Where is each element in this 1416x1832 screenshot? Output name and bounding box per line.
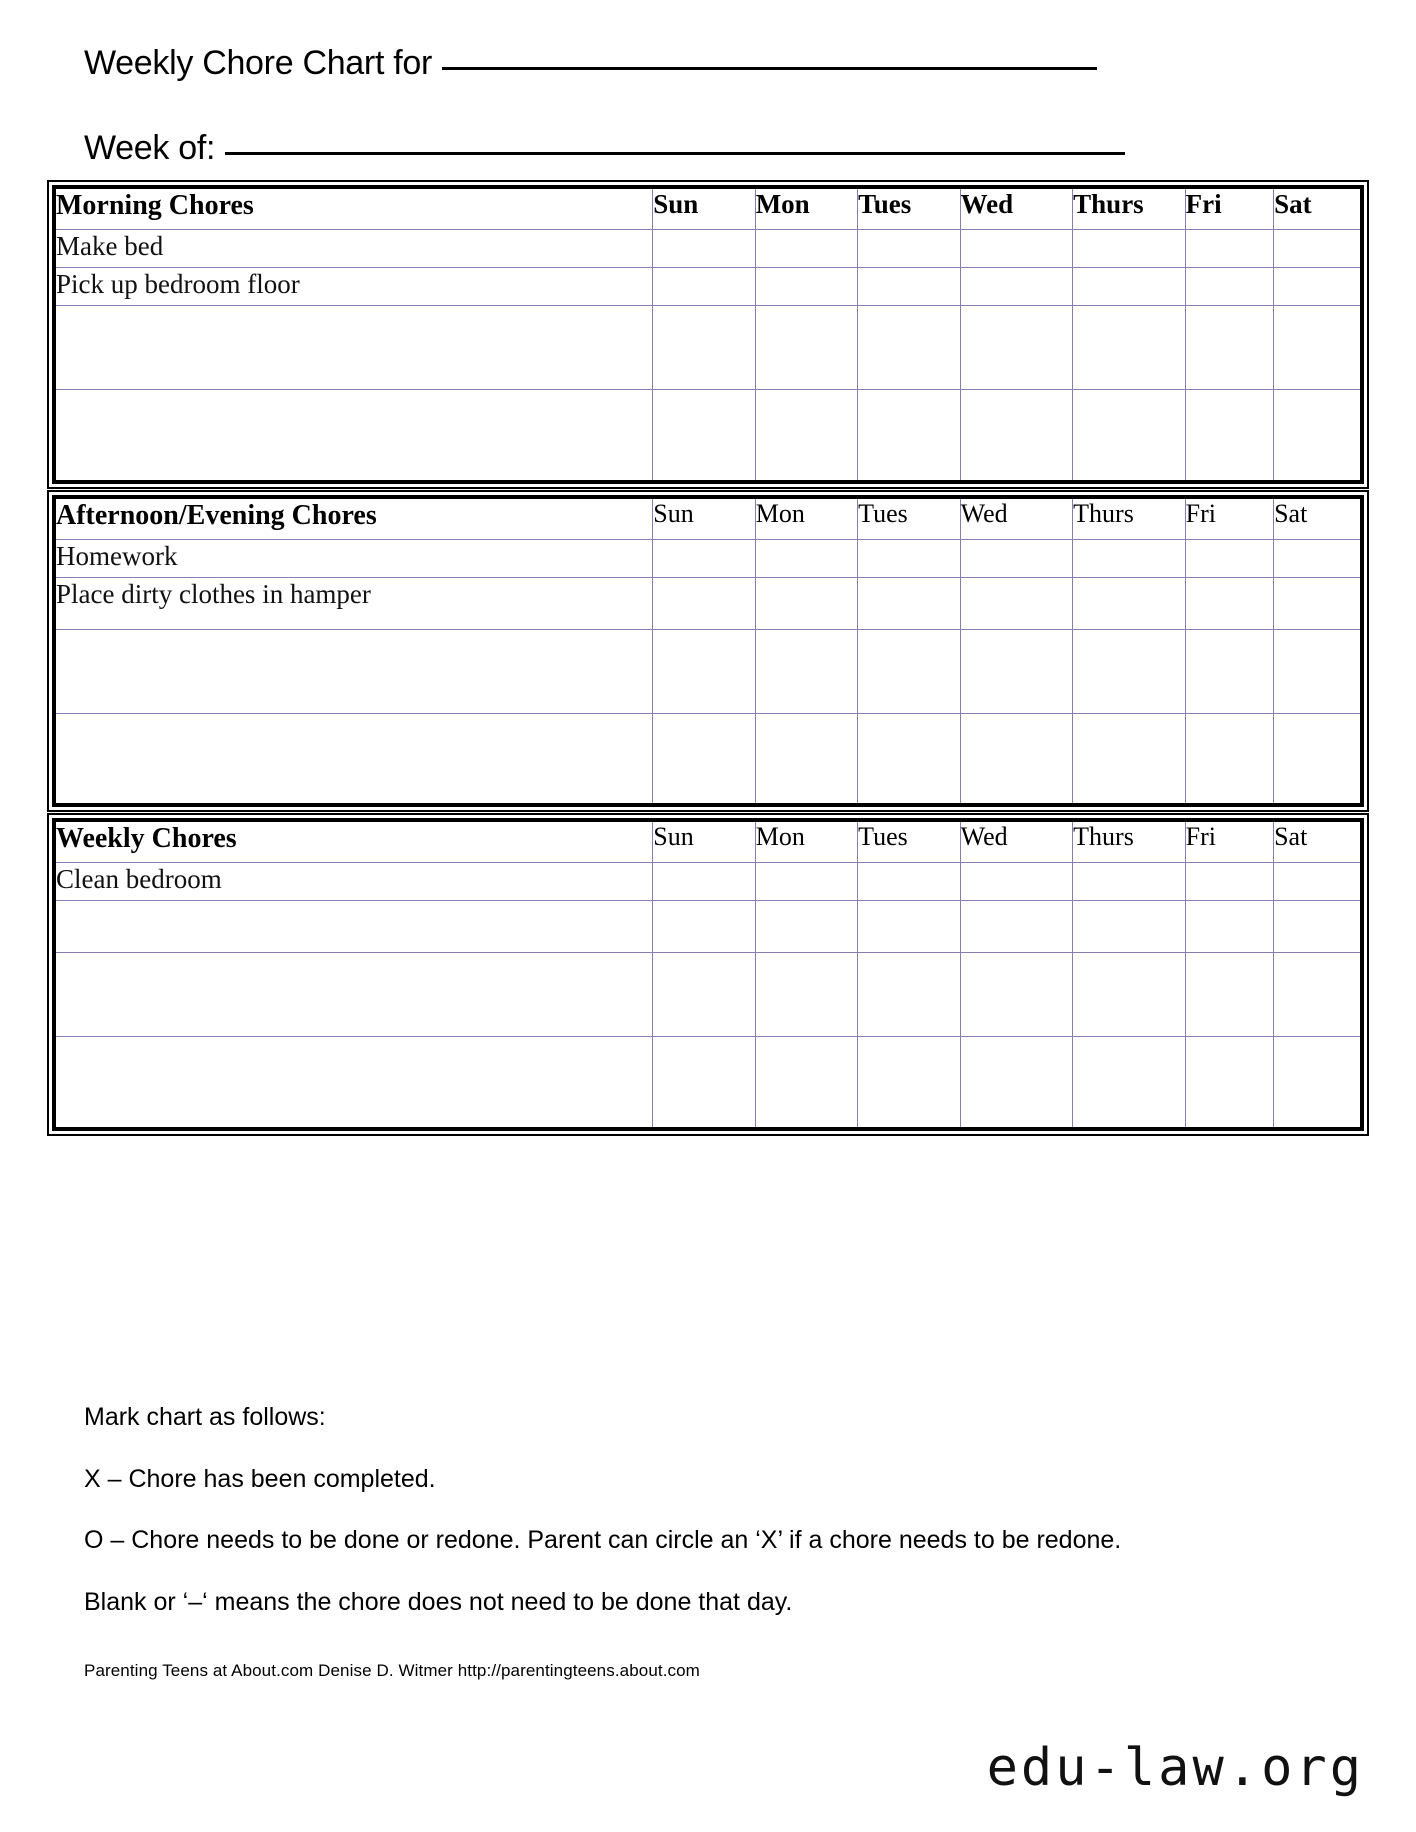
mark-cell-mon[interactable]	[755, 629, 857, 713]
mark-cell-fri[interactable]	[1185, 901, 1273, 953]
mark-cell-sun[interactable]	[653, 713, 755, 805]
mark-cell-tues[interactable]	[858, 306, 960, 390]
section-title: Morning Chores	[54, 187, 653, 230]
mark-cell-sun[interactable]	[653, 539, 755, 577]
mark-cell-tues[interactable]	[858, 713, 960, 805]
mark-cell-tues[interactable]	[858, 390, 960, 482]
day-header-fri: Fri	[1185, 497, 1273, 540]
mark-cell-thurs[interactable]	[1073, 268, 1186, 306]
mark-cell-wed[interactable]	[960, 268, 1073, 306]
mark-cell-sun[interactable]	[653, 901, 755, 953]
mark-cell-wed[interactable]	[960, 629, 1073, 713]
day-header-sat: Sat	[1274, 187, 1362, 230]
mark-cell-wed[interactable]	[960, 713, 1073, 805]
chore-label[interactable]: Pick up bedroom floor	[54, 268, 653, 306]
mark-cell-wed[interactable]	[960, 577, 1073, 629]
day-header-sun: Sun	[653, 497, 755, 540]
mark-cell-tues[interactable]	[858, 230, 960, 268]
chore-label[interactable]	[54, 713, 653, 805]
mark-cell-sat[interactable]	[1274, 629, 1362, 713]
mark-cell-mon[interactable]	[755, 901, 857, 953]
chore-row	[54, 268, 1362, 306]
mark-cell-tues[interactable]	[858, 953, 960, 1037]
day-header-fri: Fri	[1185, 820, 1273, 863]
chore-row	[54, 713, 1362, 805]
day-header-thurs: Thurs	[1073, 820, 1186, 863]
mark-cell-thurs[interactable]	[1073, 863, 1186, 901]
mark-cell-sat[interactable]	[1274, 953, 1362, 1037]
chart-title-line	[84, 44, 1284, 83]
mark-cell-fri[interactable]	[1185, 863, 1273, 901]
chore-row	[54, 901, 1362, 953]
mark-cell-fri[interactable]	[1185, 539, 1273, 577]
instruction-o: O – Chore needs to be done or redone. Parent can circle an ‘X’ if a chore needs to be redone.	[84, 1526, 1122, 1554]
mark-cell-sun[interactable]	[653, 953, 755, 1037]
mark-cell-thurs[interactable]	[1073, 629, 1186, 713]
mark-cell-sun[interactable]	[653, 306, 755, 390]
mark-cell-wed[interactable]	[960, 863, 1073, 901]
mark-cell-thurs[interactable]	[1073, 1037, 1186, 1129]
mark-cell-sun[interactable]	[653, 390, 755, 482]
mark-cell-wed[interactable]	[960, 901, 1073, 953]
day-header-wed: Wed	[960, 187, 1073, 230]
mark-cell-wed[interactable]	[960, 539, 1073, 577]
chore-section-table	[52, 818, 1364, 1131]
chore-section-table	[52, 185, 1364, 484]
mark-cell-tues[interactable]	[858, 577, 960, 629]
day-header-sat: Sat	[1274, 497, 1362, 540]
mark-cell-fri[interactable]	[1185, 306, 1273, 390]
instruction-x: X – Chore has been completed.	[84, 1464, 436, 1493]
chore-row	[54, 1037, 1362, 1129]
mark-cell-sat[interactable]	[1274, 901, 1362, 953]
day-header-tues: Tues	[858, 820, 960, 863]
chore-sections	[52, 185, 1364, 1131]
day-header-mon: Mon	[755, 497, 857, 540]
chore-row	[54, 953, 1362, 1037]
mark-cell-fri[interactable]	[1185, 268, 1273, 306]
mark-cell-sat[interactable]	[1274, 577, 1362, 629]
chore-label[interactable]	[54, 901, 653, 953]
mark-cell-wed[interactable]	[960, 953, 1073, 1037]
chore-label[interactable]	[54, 1037, 653, 1129]
day-header-sun: Sun	[653, 820, 755, 863]
mark-cell-sun[interactable]	[653, 629, 755, 713]
mark-cell-sun[interactable]	[653, 863, 755, 901]
mark-cell-sat[interactable]	[1274, 390, 1362, 482]
mark-cell-fri[interactable]	[1185, 230, 1273, 268]
chore-label[interactable]	[54, 306, 653, 390]
mark-cell-sun[interactable]	[653, 230, 755, 268]
mark-cell-sun[interactable]	[653, 1037, 755, 1129]
day-header-tues: Tues	[858, 497, 960, 540]
mark-cell-thurs[interactable]	[1073, 953, 1186, 1037]
chore-row	[54, 629, 1362, 713]
mark-cell-fri[interactable]	[1185, 577, 1273, 629]
mark-cell-thurs[interactable]	[1073, 539, 1186, 577]
chore-row	[54, 390, 1362, 482]
mark-cell-fri[interactable]	[1185, 1037, 1273, 1129]
week-of-line	[84, 129, 1284, 168]
mark-cell-tues[interactable]	[858, 863, 960, 901]
instructions-block	[84, 1404, 1344, 1616]
mark-cell-mon[interactable]	[755, 577, 857, 629]
chore-label[interactable]: Place dirty clothes in hamper	[54, 577, 653, 629]
watermark: edu-law.org	[986, 1738, 1364, 1798]
mark-cell-tues[interactable]	[858, 901, 960, 953]
mark-cell-fri[interactable]	[1185, 713, 1273, 805]
chore-label[interactable]: Clean bedroom	[54, 863, 653, 901]
section-header-row	[54, 187, 1362, 230]
week-of-label: Week of:	[84, 129, 216, 167]
section-title: Weekly Chores	[54, 820, 653, 863]
day-header-thurs: Thurs	[1073, 187, 1186, 230]
mark-cell-mon[interactable]	[755, 713, 857, 805]
mark-cell-mon[interactable]	[755, 539, 857, 577]
instructions-lead: Mark chart as follows:	[84, 1403, 326, 1431]
mark-cell-fri[interactable]	[1185, 953, 1273, 1037]
chore-label[interactable]	[54, 390, 653, 482]
day-header-wed: Wed	[960, 497, 1073, 540]
mark-cell-tues[interactable]	[858, 268, 960, 306]
chore-row	[54, 577, 1362, 629]
mark-cell-thurs[interactable]	[1073, 577, 1186, 629]
mark-cell-wed[interactable]	[960, 1037, 1073, 1129]
mark-cell-tues[interactable]	[858, 539, 960, 577]
day-header-mon: Mon	[755, 820, 857, 863]
mark-cell-fri[interactable]	[1185, 390, 1273, 482]
day-header-fri: Fri	[1185, 187, 1273, 230]
mark-cell-mon[interactable]	[755, 953, 857, 1037]
mark-cell-sat[interactable]	[1274, 863, 1362, 901]
day-header-thurs: Thurs	[1073, 497, 1186, 540]
day-header-sat: Sat	[1274, 820, 1362, 863]
mark-cell-sat[interactable]	[1274, 713, 1362, 805]
chore-row	[54, 230, 1362, 268]
day-header-tues: Tues	[858, 187, 960, 230]
mark-cell-thurs[interactable]	[1073, 230, 1186, 268]
mark-cell-wed[interactable]	[960, 390, 1073, 482]
chore-row	[54, 863, 1362, 901]
mark-cell-wed[interactable]	[960, 230, 1073, 268]
chore-label[interactable]: Make bed	[54, 230, 653, 268]
day-header-wed: Wed	[960, 820, 1073, 863]
name-blank-line[interactable]	[442, 67, 1097, 70]
week-blank-line[interactable]	[225, 152, 1125, 155]
mark-cell-sat[interactable]	[1274, 539, 1362, 577]
mark-cell-fri[interactable]	[1185, 629, 1273, 713]
mark-cell-thurs[interactable]	[1073, 901, 1186, 953]
mark-cell-sat[interactable]	[1274, 230, 1362, 268]
mark-cell-mon[interactable]	[755, 230, 857, 268]
mark-cell-thurs[interactable]	[1073, 390, 1186, 482]
day-header-mon: Mon	[755, 187, 857, 230]
day-header-sun: Sun	[653, 187, 755, 230]
mark-cell-sun[interactable]	[653, 268, 755, 306]
mark-cell-sat[interactable]	[1274, 1037, 1362, 1129]
mark-cell-mon[interactable]	[755, 306, 857, 390]
mark-cell-thurs[interactable]	[1073, 713, 1186, 805]
chore-label[interactable]	[54, 629, 653, 713]
instruction-blank: Blank or ‘–‘ means the chore does not need to be done that day.	[84, 1587, 793, 1616]
mark-cell-wed[interactable]	[960, 306, 1073, 390]
chore-row	[54, 539, 1362, 577]
chore-row	[54, 306, 1362, 390]
chore-section-table	[52, 495, 1364, 808]
mark-cell-tues[interactable]	[858, 629, 960, 713]
page-title-block	[84, 44, 1284, 168]
mark-cell-mon[interactable]	[755, 863, 857, 901]
section-header-row	[54, 497, 1362, 540]
section-title: Afternoon/Evening Chores	[54, 497, 653, 540]
credit-line: Parenting Teens at About.com Denise D. Witmer http://parentingteens.about.com	[84, 1661, 700, 1680]
section-header-row	[54, 820, 1362, 863]
mark-cell-mon[interactable]	[755, 268, 857, 306]
mark-cell-sat[interactable]	[1274, 268, 1362, 306]
mark-cell-mon[interactable]	[755, 1037, 857, 1129]
mark-cell-sat[interactable]	[1274, 306, 1362, 390]
mark-cell-sun[interactable]	[653, 577, 755, 629]
mark-cell-thurs[interactable]	[1073, 306, 1186, 390]
page-title: Weekly Chore Chart for	[84, 44, 433, 82]
chore-label[interactable]: Homework	[54, 539, 653, 577]
mark-cell-mon[interactable]	[755, 390, 857, 482]
mark-cell-tues[interactable]	[858, 1037, 960, 1129]
chore-label[interactable]	[54, 953, 653, 1037]
